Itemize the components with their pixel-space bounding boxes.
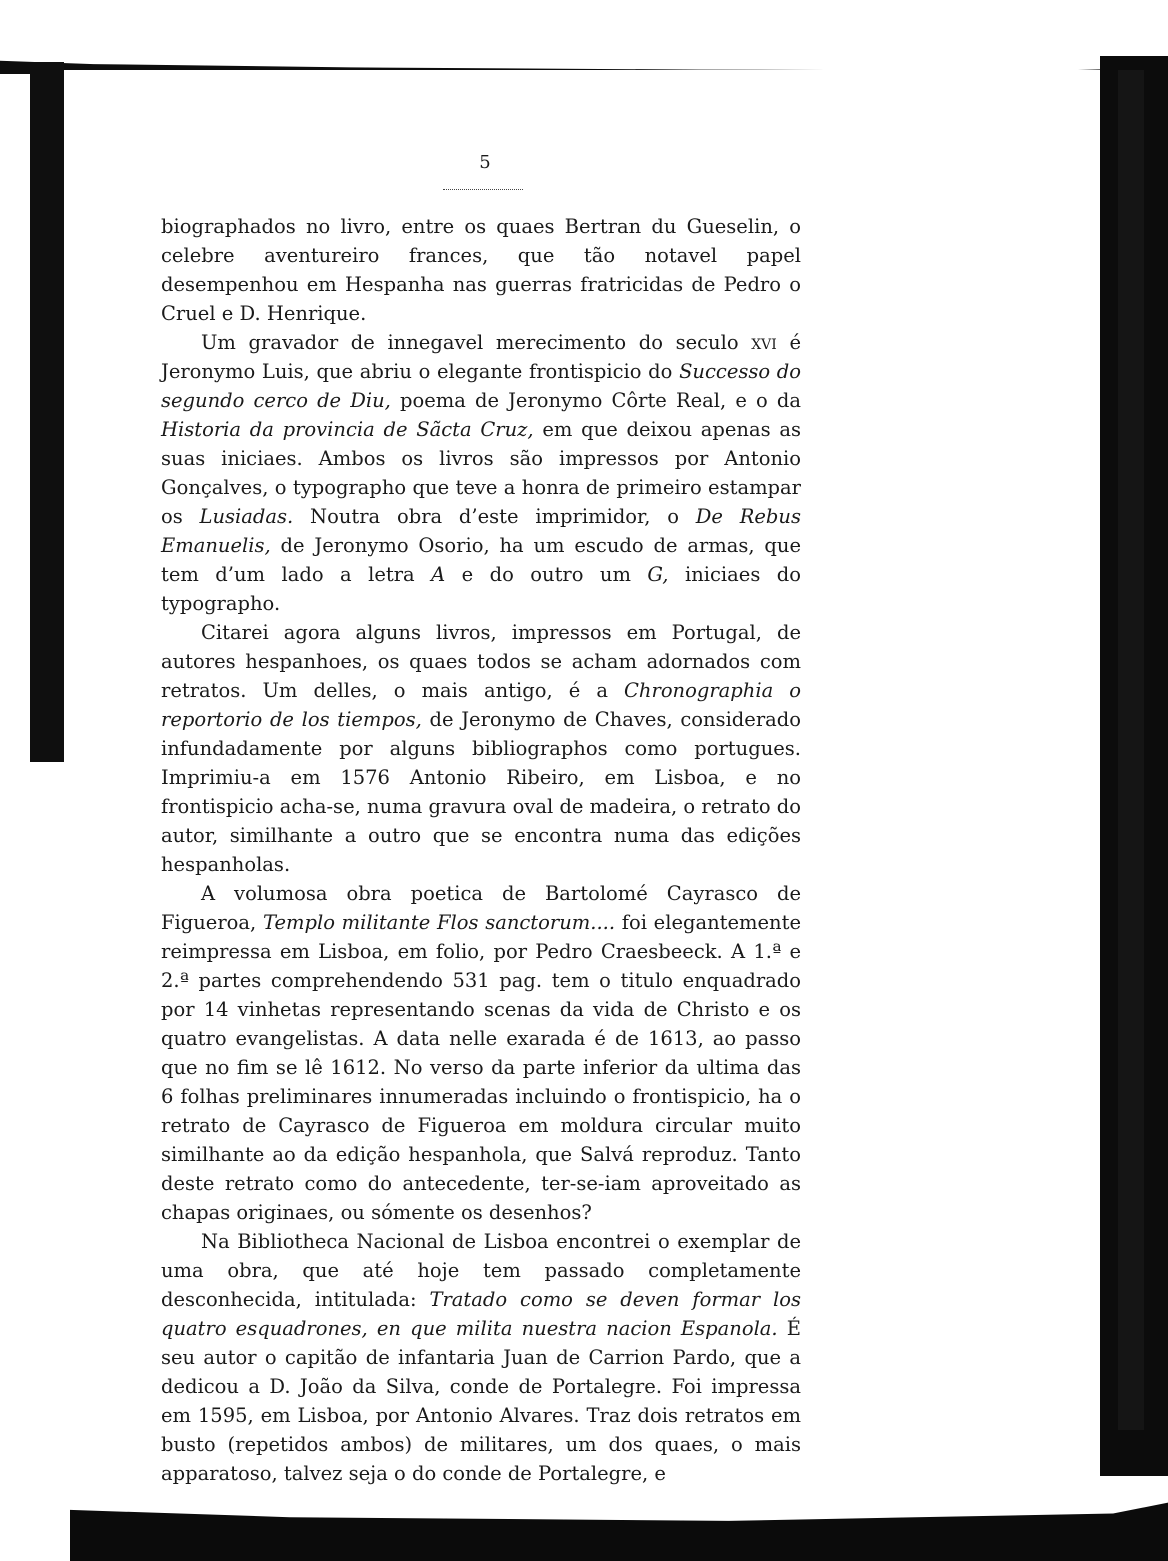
italic-title: Tratado como se deven formar los quatro esquadrones, en que milita nuestra nacion Espanola.: [161, 1288, 801, 1340]
scan-edge-left: [30, 62, 64, 762]
italic-title: Templo militante Flos sanctorum....: [262, 911, 616, 934]
small-caps-text: xvi: [751, 331, 777, 354]
paragraph: [161, 328, 801, 618]
paragraph: [161, 1227, 801, 1488]
italic-title: A: [431, 563, 446, 586]
paragraph-text: iniciaes do typographo.: [161, 563, 801, 615]
scan-edge-right-inner: [1118, 70, 1144, 1430]
paragraph-text: poema de Jeronymo Côrte Real, e o da: [390, 389, 801, 412]
page-top-margin: [62, 70, 1102, 82]
paragraph-text: A volumosa obra poetica de Bartolomé Cayrasco de Figueroa,: [161, 882, 801, 934]
paragraph-text: É seu autor o capitão de infantaria Juan de Carrion Pardo, que a dedicou a D. João da Silva, conde de Portalegre. Foi impressa em 1595, em Lisboa, por Antonio Alvares. Traz dois retratos em busto (repetidos ambos) de militares, um dos quaes, o mais apparatoso, talvez seja o do conde de Portalegre, e: [161, 1317, 801, 1485]
paragraph: [161, 618, 801, 879]
paragraph-text: biographados no livro, entre os quaes Bertran du Gueselin, o celebre aventureiro frances, que tão notavel papel desempenhou em Hespanha nas guerras fratricidas de Pedro o Cruel e D. Henrique.: [161, 215, 801, 325]
paragraph-text: Noutra obra d’este imprimidor, o: [293, 505, 696, 528]
header-rule: [443, 189, 523, 190]
paragraph: [161, 212, 801, 328]
paragraph-text: é Jeronymo Luis, que abriu o elegante frontispicio do: [161, 331, 801, 383]
paragraph-text: Um gravador de innegavel merecimento do seculo: [201, 331, 752, 354]
page-number: 5: [479, 152, 491, 173]
italic-title: Chronographia o reportorio de los tiempos,: [161, 679, 801, 731]
italic-title: G,: [647, 563, 669, 586]
paragraph-text: Na Bibliotheca Nacional de Lisboa encontrei o exemplar de uma obra, que até hoje tem passado completamente desconhecida, intitulada:: [161, 1230, 801, 1311]
italic-title: Historia da provincia de Sãcta Cruz,: [161, 418, 534, 441]
paragraph-text: Citarei agora alguns livros, impressos em Portugal, de autores hespanhoes, os quaes todos se acham adornados com retratos. Um delles, o mais antigo, é a: [161, 621, 801, 702]
italic-title: Successo do segundo cerco de Diu,: [161, 360, 801, 412]
paragraph-text: em que deixou apenas as suas iniciaes. Ambos os livros são impressos por Antonio Gonçalves, o typographo que teve a honra de primeiro estampar os: [161, 418, 801, 528]
paragraph-text: de Jeronymo Osorio, ha um escudo de armas, que tem d’um lado a letra: [161, 534, 801, 586]
paragraph: [161, 879, 801, 1227]
italic-title: De Rebus Emanuelis,: [161, 505, 801, 557]
scan-edge-bottom: [70, 1488, 1168, 1561]
italic-title: Lusiadas.: [199, 505, 294, 528]
paragraph-text: de Jeronymo de Chaves, considerado infundadamente por alguns bibliographos como portugues. Imprimiu-a em 1576 Antonio Ribeiro, em Lisboa, e no frontispicio acha-se, numa gravura oval de madeira, o retrato do autor, similhante a outro que se encontra numa das edições hespanholas.: [161, 708, 801, 876]
paragraph-text: e do outro um: [445, 563, 648, 586]
body-text: [161, 212, 801, 1488]
paragraph-text: foi elegantemente reimpressa em Lisboa, em folio, por Pedro Craesbeeck. A 1.ª e 2.ª partes comprehendendo 531 pag. tem o titulo enquadrado por 14 vinhetas representando scenas da vida de Christo e os quatro evangelistas. A data nelle exarada é de 1613, ao passo que no fim se lê 1612. No verso da parte inferior da ultima das 6 folhas preliminares innumeradas incluindo o frontispicio, ha o retrato de Cayrasco de Figueroa em moldura circular muito similhante ao da edição hespanhola, que Salvá reproduz. Tanto deste retrato como do antecedente, ter-se-iam aproveitado as chapas originaes, ou sómente os desenhos?: [161, 911, 801, 1224]
